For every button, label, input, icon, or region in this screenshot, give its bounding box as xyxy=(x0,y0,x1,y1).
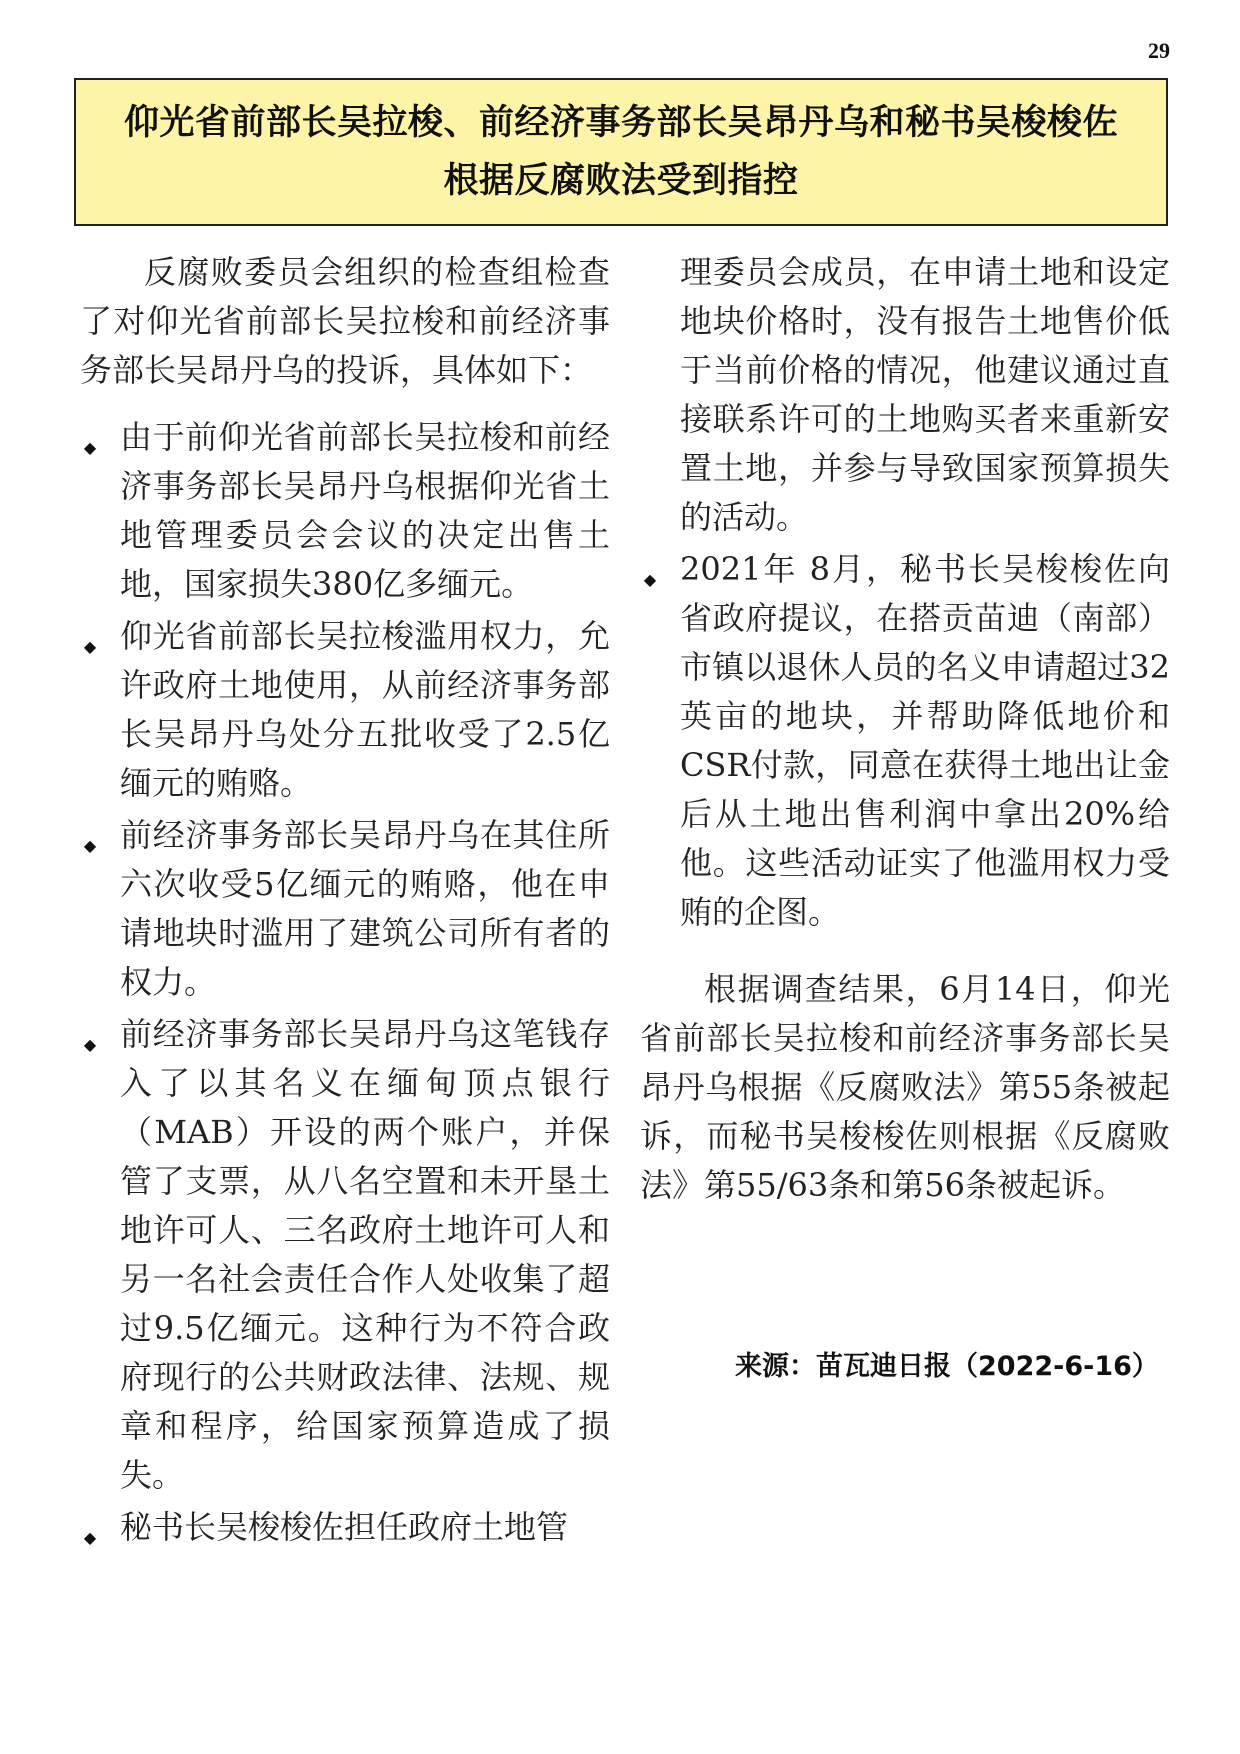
page-number: 29 xyxy=(1148,38,1170,63)
list-item-text: 由于前仰光省前部长吴拉梭和前经济事务部长吴昂丹乌根据仰光省土地管理委员会会议的决定出售土地，国家损失380亿多缅元。 xyxy=(120,418,610,603)
list-item-text: 2021年 8月，秘书长吴梭梭佐向省政府提议，在搭贡苗迪（南部）市镇以退休人员的名义申请超过32英亩的地块，并帮助降低地价和CSR付款，同意在获得土地出让金后从土地出售利润中拿出20%给他。这些活动证实了他滥用权力受贿的企图。 xyxy=(680,550,1170,931)
list-item-text: 秘书长吴梭梭佐担任政府土地管 xyxy=(120,1508,569,1546)
title-line-2: 根据反腐败法受到指控 xyxy=(443,161,799,201)
diamond-bullet-icon: ◆ xyxy=(83,438,97,457)
diamond-bullet-icon: ◆ xyxy=(643,570,657,589)
bullet-continuation: 理委员会成员，在申请土地和设定地块价格时，没有报告土地售价低于当前价格的情况，他建议通过直接联系许可的土地购买者来重新安置土地，并参与导致国家预算损失的活动。 xyxy=(680,253,1170,536)
left-column xyxy=(80,248,610,1555)
list-item xyxy=(640,545,1170,937)
source-citation: 来源：苗瓦迪日报（2022-6-16） xyxy=(735,1351,1159,1382)
list-item xyxy=(80,413,610,609)
list-item-text: 仰光省前部长吴拉梭滥用权力，允许政府土地使用，从前经济事务部长吴昂丹乌处分五批收受了2.5亿缅元的贿赂。 xyxy=(120,617,610,802)
left-bullet-list xyxy=(80,413,610,1552)
list-item xyxy=(80,612,610,808)
diamond-bullet-icon: ◆ xyxy=(83,1035,97,1054)
list-item xyxy=(80,811,610,1007)
conclusion-paragraph: 根据调查结果，6月14日，仰光省前部长吴拉梭和前经济事务部长吴昂丹乌根据《反腐败法》第55条被起诉，而秘书吴梭梭佐则根据《反腐败法》第55/63条和第56条被起诉。 xyxy=(640,970,1170,1204)
diamond-bullet-icon: ◆ xyxy=(83,836,97,855)
right-bullet-list xyxy=(640,545,1170,937)
diamond-bullet-icon: ◆ xyxy=(83,637,97,656)
list-item-text: 前经济事务部长吴昂丹乌这笔钱存入了以其名义在缅甸顶点银行（MAB）开设的两个账户，并保管了支票，从八名空置和未开垦土地许可人、三名政府土地许可人和另一名社会责任合作人处收集了超过9.5亿缅元。这种行为不符合政府现行的公共财政法律、法规、规章和程序，给国家预算造成了损失。 xyxy=(120,1015,610,1494)
diamond-bullet-icon: ◆ xyxy=(83,1528,97,1547)
list-item xyxy=(80,1010,610,1500)
list-item-text: 前经济事务部长吴昂丹乌在其住所六次收受5亿缅元的贿赂，他在申请地块时滥用了建筑公司所有者的权力。 xyxy=(120,816,610,1001)
title-line-1: 仰光省前部长吴拉梭、前经济事务部长吴昂丹乌和秘书吴梭梭佐 xyxy=(123,103,1118,143)
right-column xyxy=(640,248,1170,1210)
intro-paragraph: 反腐败委员会组织的检查组检查了对仰光省前部长吴拉梭和前经济事务部长吴昂丹乌的投诉，具体如下： xyxy=(80,253,610,389)
list-item xyxy=(80,1503,610,1552)
title-box xyxy=(74,78,1168,226)
